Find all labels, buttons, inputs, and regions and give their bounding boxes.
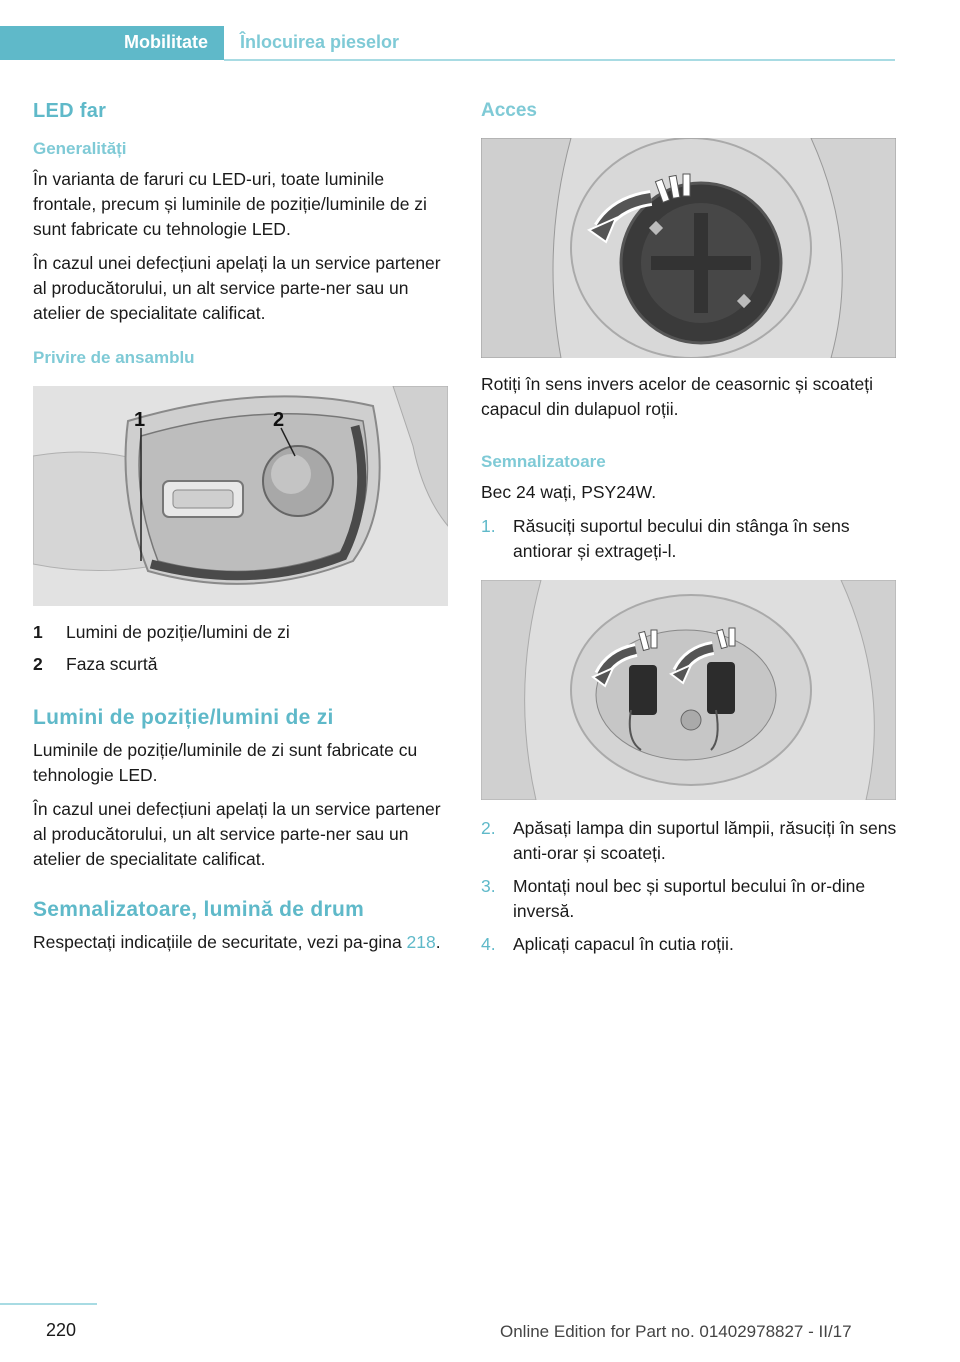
step-item [481, 874, 897, 924]
step-text: Montați noul bec și suportul becului în or-dine inversă. [513, 876, 866, 921]
indicators-text: Respectați indicațiile de securitate, vezi pa-gina [33, 932, 407, 952]
bulb-holders-illustration [481, 580, 896, 800]
general-paragraph-2: În cazul unei defecțiuni apelați la un service partener al producătorului, un alt service parte-ner sau un atelier de specialitate calificat. [33, 253, 441, 323]
legend-text: Lumini de poziție/lumini de zi [66, 622, 290, 642]
legend-text: Faza scurtă [66, 654, 158, 674]
indicators-paragraph [33, 930, 448, 955]
left-column [33, 100, 448, 964]
legend-number: 1 [33, 622, 43, 642]
bulb-holders-figure [481, 580, 896, 800]
section-label: Mobilitate [124, 32, 208, 52]
page-link[interactable]: 218 [406, 932, 436, 952]
legend-number: 2 [33, 654, 43, 674]
signal-heading: Semnalizatoare [481, 452, 606, 471]
headlight-overview-figure [33, 386, 448, 606]
figure-legend [33, 616, 448, 680]
signal-paragraph: Bec 24 wați, PSY24W. [481, 482, 657, 502]
page-number: 220 [46, 1320, 77, 1340]
step-number: 1. [481, 516, 496, 536]
general-paragraph-1: În varianta de faruri cu LED-uri, toate luminile frontale, precum și luminile de poziție/luminile de zi sunt fabricate cu tehnologie LED. [33, 169, 427, 239]
step-number: 3. [481, 876, 496, 896]
wheel-arch-cover-figure [481, 138, 896, 358]
access-paragraph: Rotiți în sens invers acelor de ceasornic și scoateți capacul din dulapuol roții. [481, 374, 873, 419]
step-text: Apăsați lampa din suportul lămpii, răsuciți în sens anti-orar și scoateți. [513, 818, 897, 863]
section-tab [0, 26, 224, 60]
legend-item [33, 648, 448, 680]
led-headlight-title: LED far [33, 100, 107, 122]
access-heading: Acces [481, 100, 537, 121]
header-rule [224, 59, 895, 61]
step-number: 4. [481, 934, 496, 954]
edition-note: Online Edition for Part no. 01402978827 - II/17 [500, 1322, 852, 1341]
right-column [481, 100, 897, 965]
step-item [481, 932, 897, 957]
headlight-illustration [33, 386, 448, 606]
cover-illustration [481, 138, 896, 358]
general-heading: Generalități [33, 139, 127, 158]
step-item [481, 514, 897, 564]
steps-list-2 [481, 816, 897, 957]
position-lights-title: Lumini de poziție/lumini de zi [33, 706, 334, 729]
overview-heading: Privire de ansamblu [33, 348, 195, 367]
steps-list-1 [481, 514, 897, 564]
position-paragraph-1: Luminile de poziție/luminile de zi sunt fabricate cu tehnologie LED. [33, 740, 418, 785]
page-header [0, 26, 895, 60]
position-paragraph-2: În cazul unei defecțiuni apelați la un service partener al producătorului, un alt service parte-ner sau un atelier de specialitate calificat. [33, 799, 441, 869]
step-text: Aplicați capacul în cutia roții. [513, 934, 734, 954]
indicators-period: . [435, 932, 441, 952]
indicators-title: Semnalizatoare, lumină de drum [33, 898, 365, 921]
legend-item [33, 616, 448, 648]
step-item [481, 816, 897, 866]
chapter-label: Înlocuirea pieselor [240, 32, 400, 52]
figure-label-1: 1 [134, 409, 146, 431]
figure-label-2: 2 [273, 409, 285, 431]
footer-rule [0, 1303, 97, 1305]
step-text: Răsuciți suportul becului din stânga în sens antiorar și extrageți-l. [513, 516, 850, 561]
step-number: 2. [481, 818, 496, 838]
